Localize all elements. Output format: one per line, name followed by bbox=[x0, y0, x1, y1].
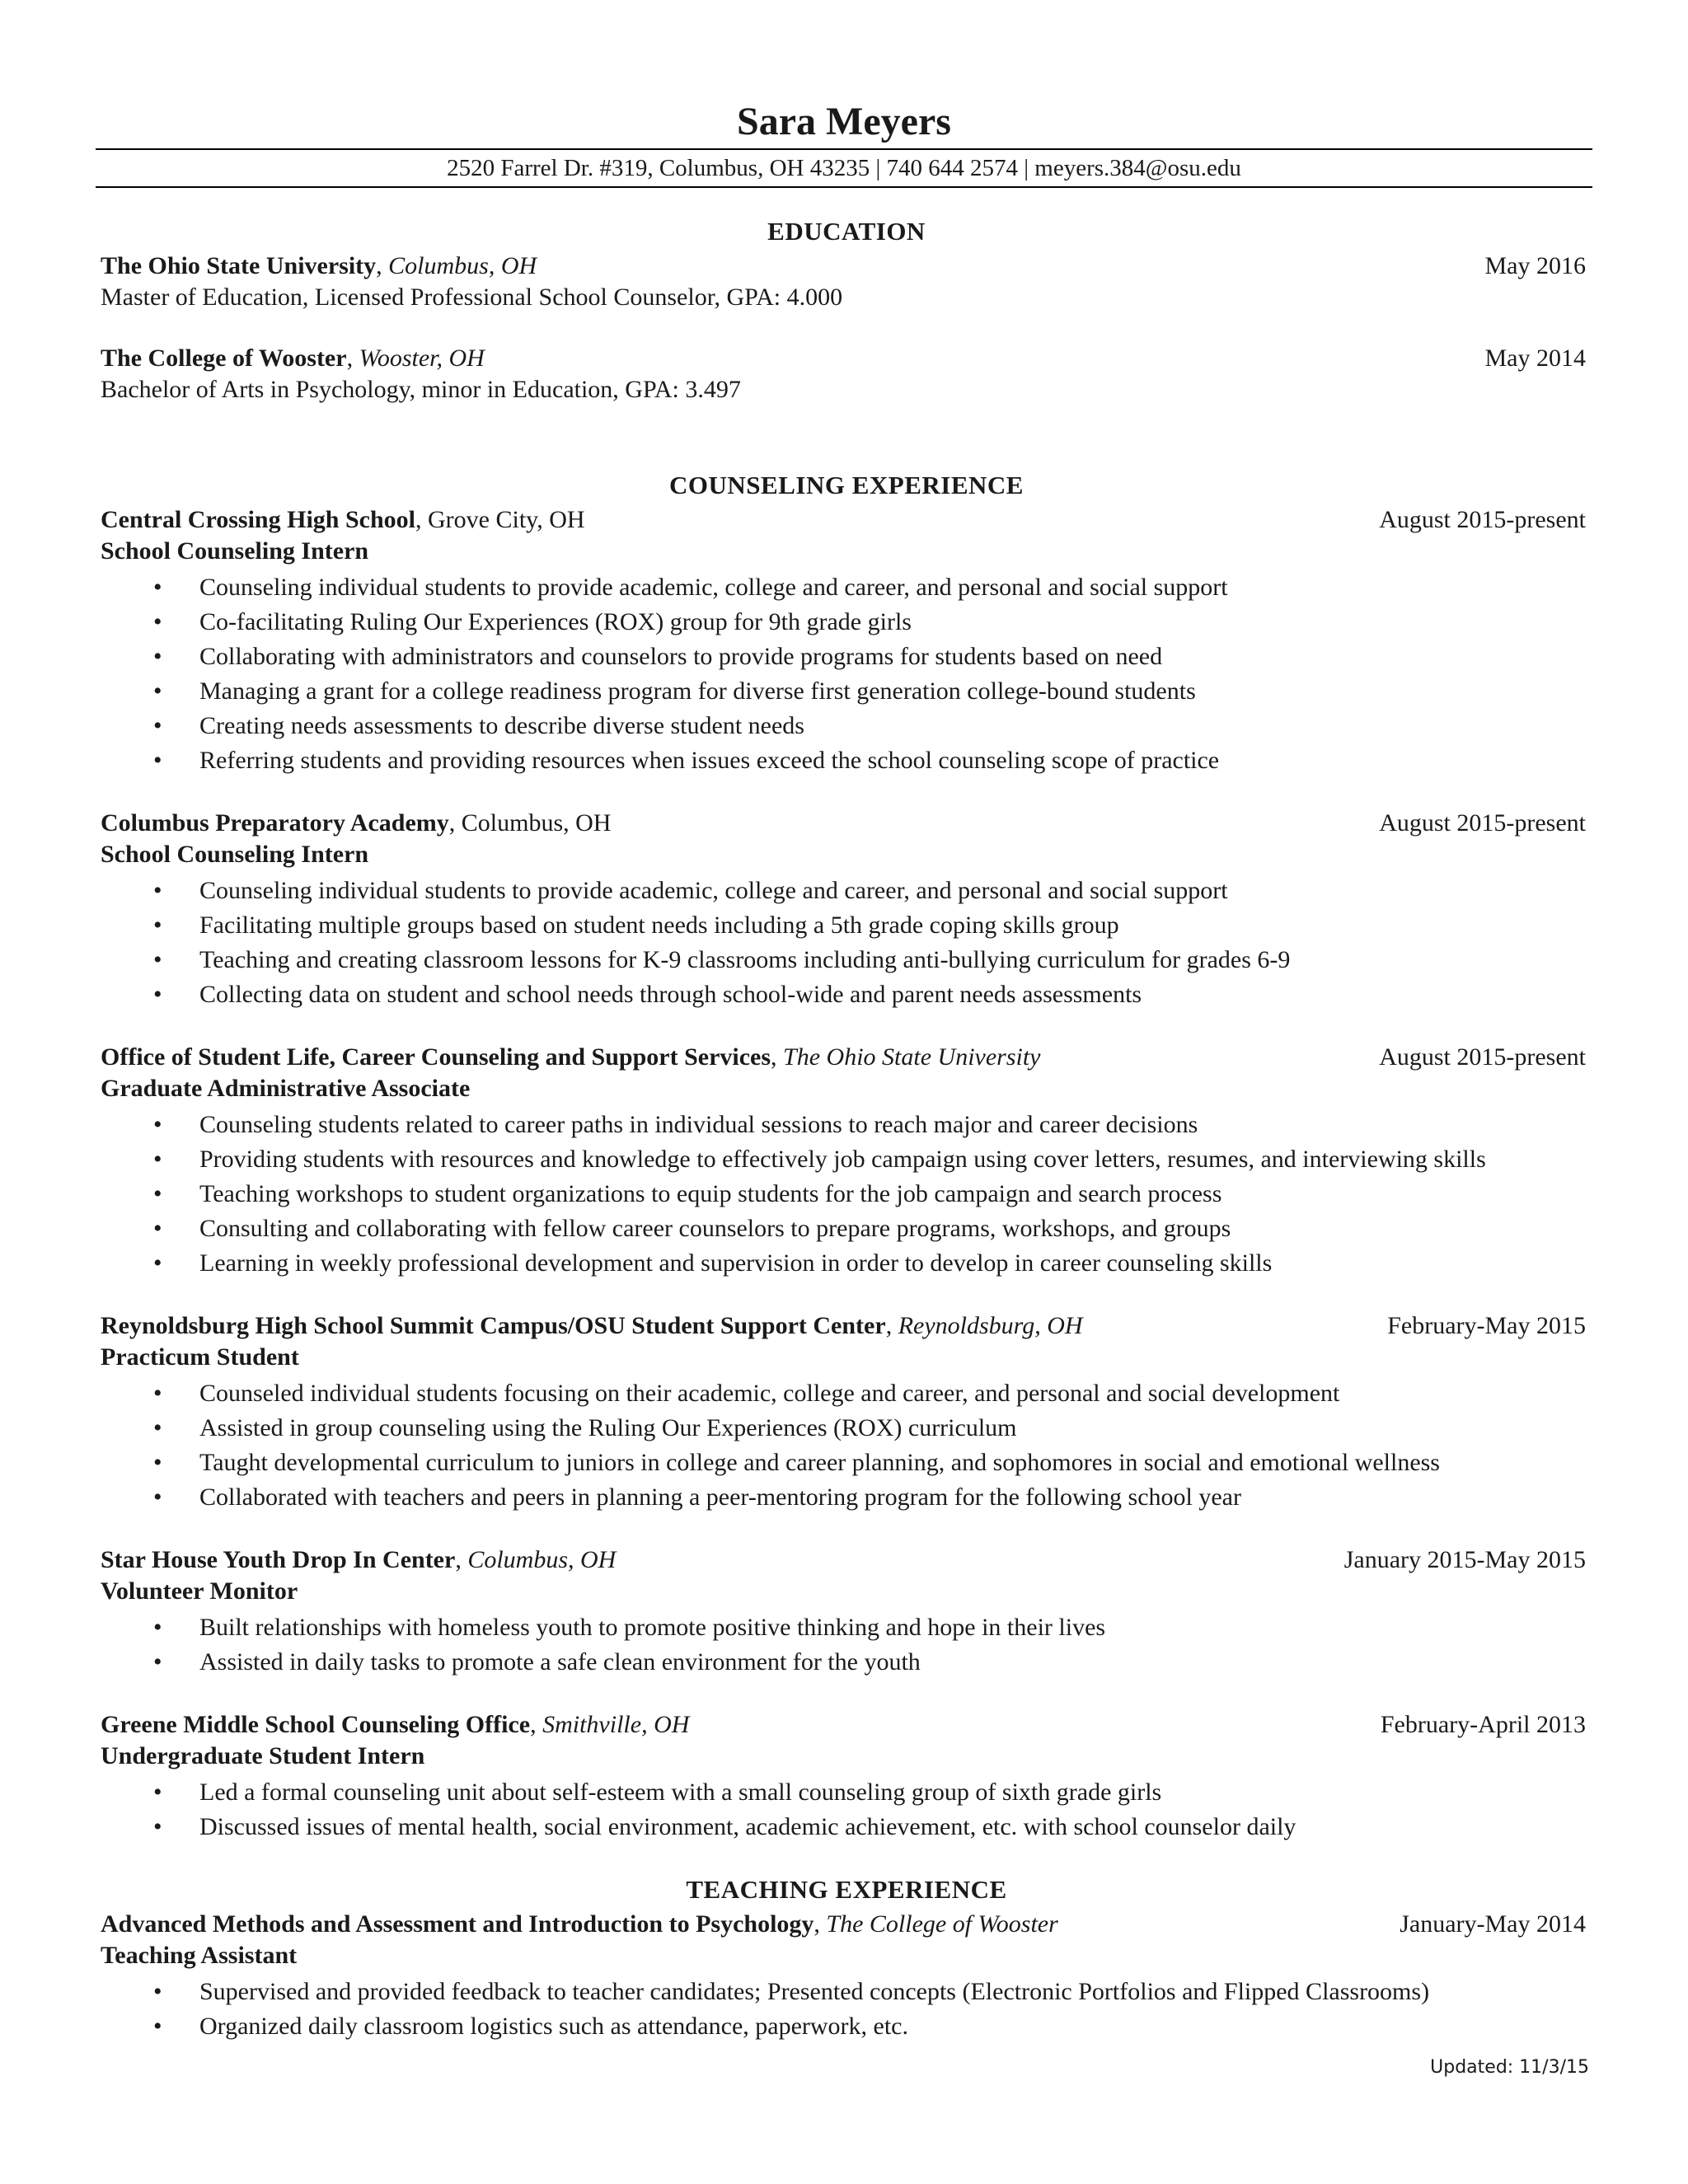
entry-org: Columbus Preparatory Academy bbox=[101, 809, 449, 837]
bullet-item: • Collecting data on student and school needs through school-wide and parent needs assessments bbox=[101, 977, 1592, 1012]
entry-date: January 2015-May 2015 bbox=[1343, 1546, 1586, 1573]
entry-degree: Master of Education, Licensed Professional School Counselor, GPA: 4.000 bbox=[101, 284, 843, 311]
entry-role: School Counseling Intern bbox=[101, 841, 369, 868]
resume-name: Sara Meyers bbox=[737, 100, 951, 143]
entry-sep: , bbox=[346, 344, 359, 372]
entry-location: The Ohio State University bbox=[783, 1043, 1041, 1071]
entry-location: Grove City, OH bbox=[428, 506, 585, 533]
bullet-item: • Referring students and providing resources when issues exceed the school counseling scope of practice bbox=[101, 743, 1592, 778]
entry-bullets bbox=[101, 570, 1592, 778]
entry-org: The Ohio State University bbox=[101, 252, 377, 279]
header-rule-top bbox=[96, 148, 1592, 150]
header-rule-bottom bbox=[96, 186, 1592, 188]
education-entry bbox=[101, 251, 1592, 313]
bullet-item: • Learning in weekly professional development and supervision in order to develop in career counseling skills bbox=[101, 1246, 1592, 1281]
entry-role: Practicum Student bbox=[101, 1343, 299, 1371]
bullet-item: • Taught developmental curriculum to juniors in college and career planning, and sophomores in social and emotional wellness bbox=[101, 1446, 1592, 1480]
entry-heading bbox=[101, 1544, 616, 1576]
entry-heading bbox=[101, 808, 611, 839]
entry-location: Wooster, OH bbox=[359, 344, 485, 372]
entry-role: School Counseling Intern bbox=[101, 537, 369, 565]
education-entry bbox=[101, 343, 1592, 405]
entry-date: May 2016 bbox=[1484, 252, 1586, 279]
experience-entry bbox=[101, 1310, 1592, 1515]
entry-date: August 2015-present bbox=[1379, 1043, 1586, 1071]
entry-sep: , bbox=[455, 1546, 468, 1573]
entry-org: Reynoldsburg High School Summit Campus/OSU Student Support Center bbox=[101, 1312, 886, 1339]
bullet-item: • Collaborating with administrators and counselors to provide programs for students based on need bbox=[101, 640, 1592, 674]
entry-sep: , bbox=[814, 1910, 827, 1938]
section-title-counseling: COUNSELING EXPERIENCE bbox=[669, 471, 1024, 499]
entry-heading bbox=[101, 343, 485, 374]
bullet-item: • Collaborated with teachers and peers in planning a peer-mentoring program for the following school year bbox=[101, 1480, 1592, 1515]
bullet-item: • Creating needs assessments to describe diverse student needs bbox=[101, 709, 1592, 743]
entry-date: August 2015-present bbox=[1379, 506, 1586, 533]
bullet-item: • Consulting and collaborating with fellow career counselors to prepare programs, workshops, and groups bbox=[101, 1212, 1592, 1246]
entry-org: Greene Middle School Counseling Office bbox=[101, 1711, 531, 1738]
bullet-item: • Managing a grant for a college readiness program for diverse first generation college-bound students bbox=[101, 674, 1592, 709]
entry-sep: , bbox=[448, 809, 462, 837]
experience-entry bbox=[101, 1544, 1592, 1680]
entry-bullets bbox=[101, 1610, 1592, 1680]
entry-org: Central Crossing High School bbox=[101, 506, 415, 533]
bullet-item: • Counseling individual students to provide academic, college and career, and personal and social support bbox=[101, 874, 1592, 908]
bullet-item: • Organized daily classroom logistics such as attendance, paperwork, etc. bbox=[101, 2009, 1592, 2044]
bullet-item: • Supervised and provided feedback to teacher candidates; Presented concepts (Electronic Portfolios and Flipped Classrooms) bbox=[101, 1975, 1592, 2009]
bullet-item: • Counseling individual students to provide academic, college and career, and personal and social support bbox=[101, 570, 1592, 605]
bullet-item: • Led a formal counseling unit about self-esteem with a small counseling group of sixth grade girls bbox=[101, 1775, 1592, 1810]
entry-bullets bbox=[101, 1376, 1592, 1515]
entry-sep: , bbox=[376, 252, 389, 279]
entry-date: February-May 2015 bbox=[1387, 1312, 1586, 1339]
entry-bullets bbox=[101, 1975, 1592, 2044]
entry-date: January-May 2014 bbox=[1400, 1910, 1586, 1938]
entry-sep: , bbox=[530, 1711, 543, 1738]
entry-location: Columbus, OH bbox=[467, 1546, 617, 1573]
experience-entry bbox=[101, 504, 1592, 778]
entry-bullets bbox=[101, 1775, 1592, 1844]
resume-body bbox=[101, 216, 1592, 2044]
entry-location: Smithville, OH bbox=[542, 1711, 690, 1738]
entry-heading bbox=[101, 1909, 1058, 1940]
bullet-item: • Providing students with resources and knowledge to effectively job campaign using cover letters, resumes, and interviewing skills bbox=[101, 1142, 1592, 1177]
entry-bullets bbox=[101, 874, 1592, 1012]
entry-heading bbox=[101, 1042, 1041, 1073]
entry-org: The College of Wooster bbox=[101, 344, 347, 372]
experience-entry bbox=[101, 1042, 1592, 1281]
experience-entry bbox=[101, 1709, 1592, 1844]
entry-role: Graduate Administrative Associate bbox=[101, 1075, 471, 1102]
section-title-teaching: TEACHING EXPERIENCE bbox=[686, 1875, 1007, 1904]
entry-date: May 2014 bbox=[1484, 344, 1586, 372]
bullet-item: • Teaching and creating classroom lessons for K-9 classrooms including anti-bullying curriculum for grades 6-9 bbox=[101, 943, 1592, 977]
entry-location: Reynoldsburg, OH bbox=[898, 1312, 1083, 1339]
entry-sep: , bbox=[885, 1312, 898, 1339]
entry-role: Undergraduate Student Intern bbox=[101, 1742, 425, 1769]
bullet-item: • Counseled individual students focusing on their academic, college and career, and personal and social development bbox=[101, 1376, 1592, 1411]
entry-sep: , bbox=[771, 1043, 784, 1071]
entry-org: Star House Youth Drop In Center bbox=[101, 1546, 456, 1573]
bullet-item: • Discussed issues of mental health, social environment, academic achievement, etc. with school counselor daily bbox=[101, 1810, 1592, 1844]
education-section bbox=[101, 216, 1592, 405]
bullet-item: • Assisted in daily tasks to promote a safe clean environment for the youth bbox=[101, 1645, 1592, 1680]
entry-role: Volunteer Monitor bbox=[101, 1577, 298, 1605]
experience-entry bbox=[101, 808, 1592, 1012]
entry-location: Columbus, OH bbox=[388, 252, 537, 279]
updated-date: Updated: 11/3/15 bbox=[1430, 2057, 1589, 2078]
entry-heading bbox=[101, 1709, 689, 1741]
bullet-item: • Teaching workshops to student organizations to equip students for the job campaign and search process bbox=[101, 1177, 1592, 1212]
entry-date: August 2015-present bbox=[1379, 809, 1586, 837]
entry-heading bbox=[101, 504, 585, 536]
teaching-section bbox=[101, 1874, 1592, 2044]
section-title-education: EDUCATION bbox=[767, 217, 926, 246]
entry-location: Columbus, OH bbox=[461, 809, 612, 837]
bullet-item: • Facilitating multiple groups based on student needs including a 5th grade coping skills group bbox=[101, 908, 1592, 943]
entry-bullets bbox=[101, 1108, 1592, 1281]
entry-heading bbox=[101, 251, 537, 282]
bullet-item: • Built relationships with homeless youth to promote positive thinking and hope in their lives bbox=[101, 1610, 1592, 1645]
entry-role: Teaching Assistant bbox=[101, 1942, 298, 1969]
counseling-section bbox=[101, 470, 1592, 1844]
bullet-item: • Counseling students related to career paths in individual sessions to reach major and career decisions bbox=[101, 1108, 1592, 1142]
entry-heading bbox=[101, 1310, 1083, 1342]
entry-org: Office of Student Life, Career Counseling and Support Services bbox=[101, 1043, 771, 1071]
bullet-item: • Co-facilitating Ruling Our Experiences (ROX) group for 9th grade girls bbox=[101, 605, 1592, 640]
contact-line: 2520 Farrel Dr. #319, Columbus, OH 43235 | 740 644 2574 | meyers.384@osu.edu bbox=[447, 155, 1241, 181]
entry-date: February-April 2013 bbox=[1380, 1711, 1586, 1738]
experience-entry bbox=[101, 1909, 1592, 2044]
entry-sep: , bbox=[415, 506, 428, 533]
entry-org: Advanced Methods and Assessment and Introduction to Psychology bbox=[101, 1910, 814, 1938]
entry-location: The College of Wooster bbox=[826, 1910, 1058, 1938]
bullet-item: • Assisted in group counseling using the Ruling Our Experiences (ROX) curriculum bbox=[101, 1411, 1592, 1446]
entry-degree: Bachelor of Arts in Psychology, minor in Education, GPA: 3.497 bbox=[101, 376, 741, 403]
